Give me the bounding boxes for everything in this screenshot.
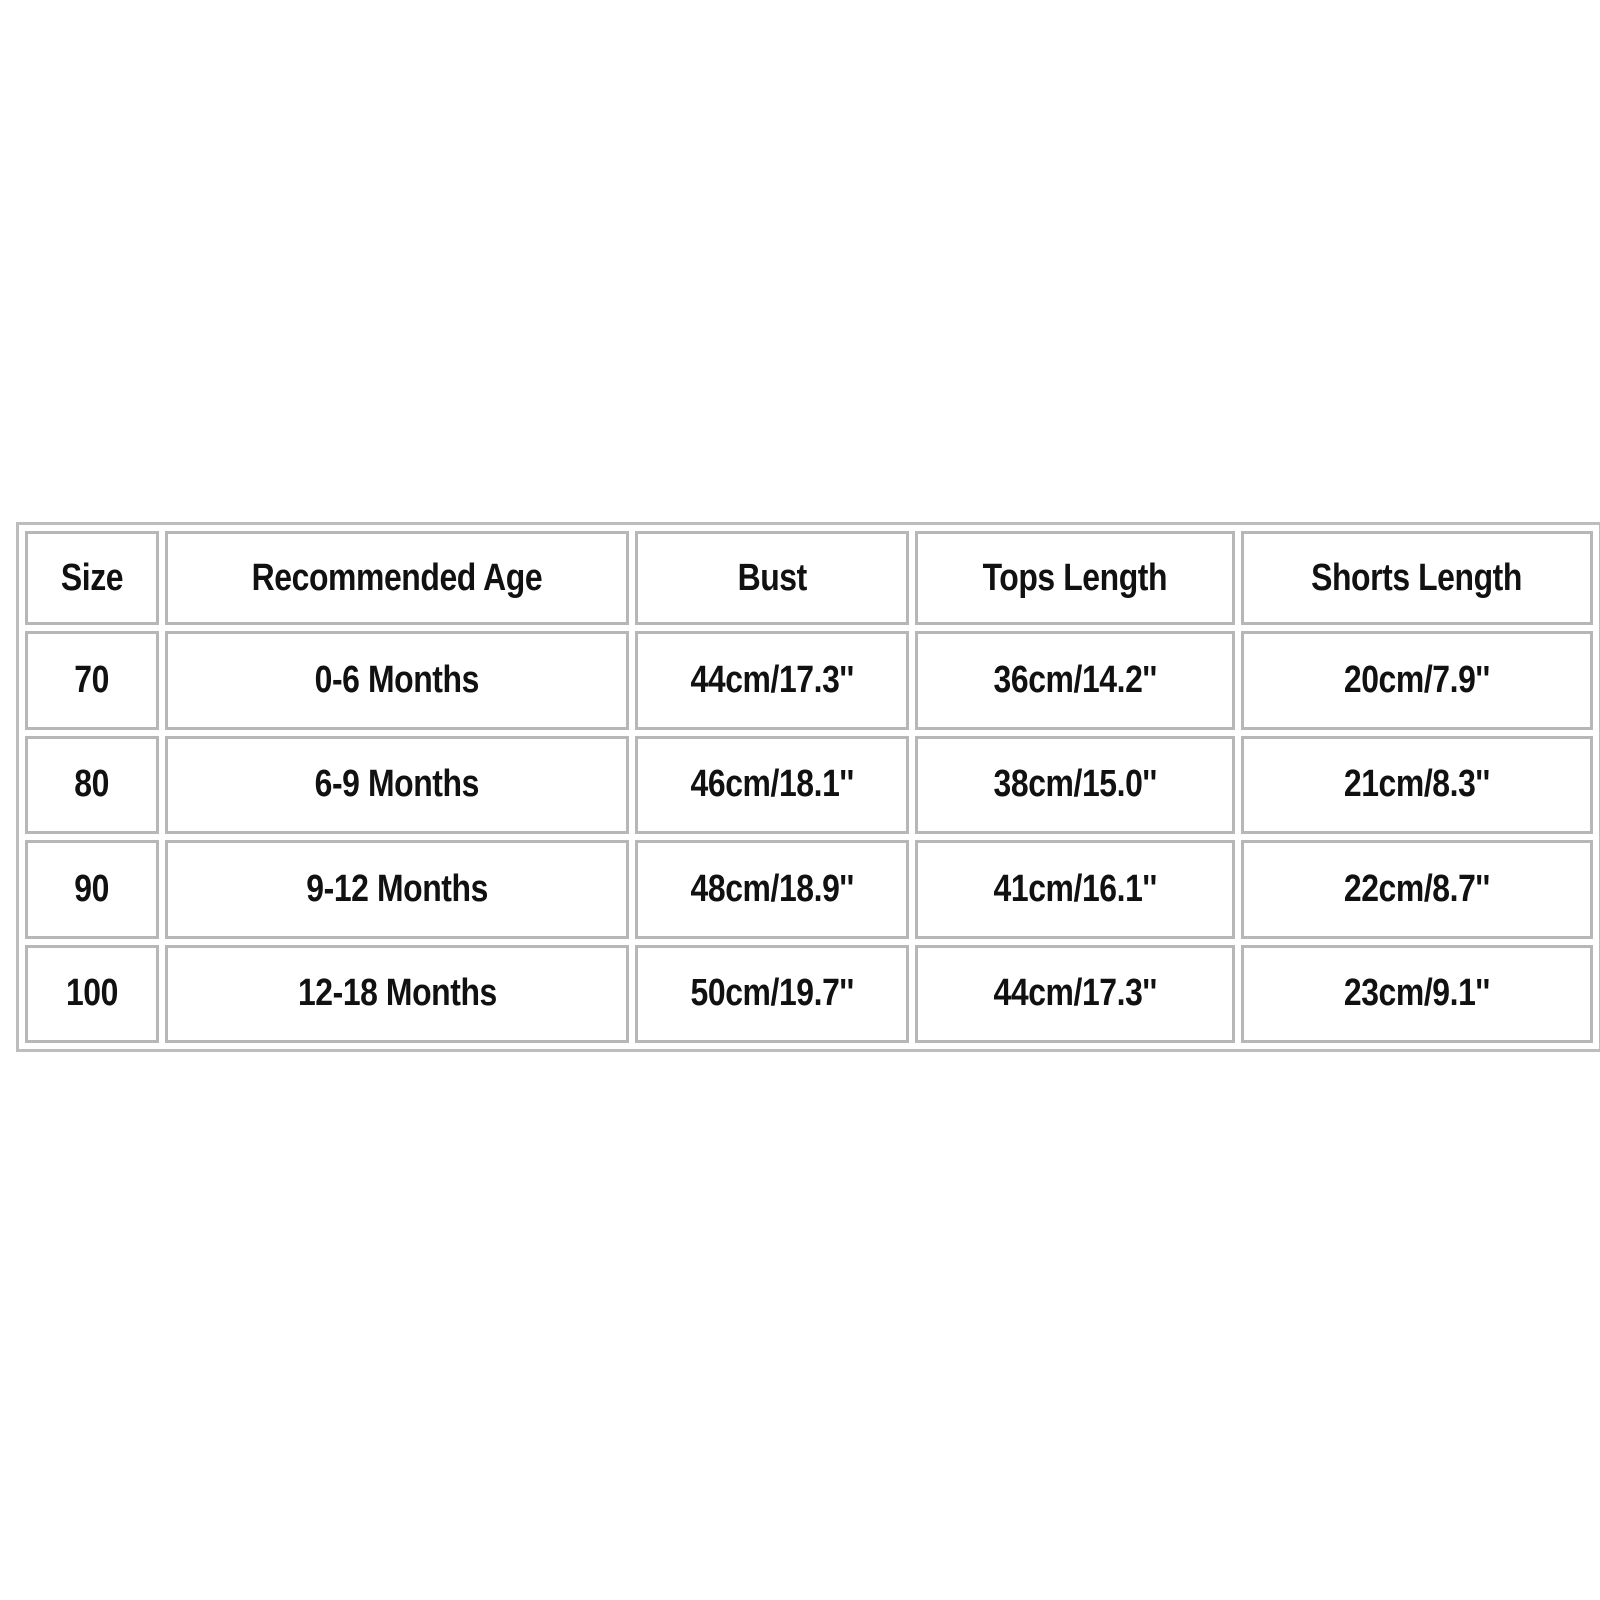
cell-tops-length: 36cm/14.2'' [915,631,1235,730]
header-size: Size [25,531,159,625]
cell-shorts-length: 20cm/7.9'' [1241,631,1593,730]
cell-recommended-age: 12-18 Months [165,945,629,1044]
header-recommended-age: Recommended Age [165,531,629,625]
cell-shorts-length: 22cm/8.7'' [1241,840,1593,939]
header-bust: Bust [635,531,909,625]
header-tops-length: Tops Length [915,531,1235,625]
header-shorts-length: Shorts Length [1241,531,1593,625]
table-row [25,631,1593,730]
size-chart-table [16,522,1600,1052]
cell-tops-length: 38cm/15.0'' [915,736,1235,835]
cell-bust: 46cm/18.1'' [635,736,909,835]
cell-bust: 50cm/19.7'' [635,945,909,1044]
cell-shorts-length: 21cm/8.3'' [1241,736,1593,835]
cell-tops-length: 44cm/17.3'' [915,945,1235,1044]
header-row [25,531,1593,625]
cell-size: 90 [25,840,159,939]
cell-recommended-age: 9-12 Months [165,840,629,939]
table-row [25,736,1593,835]
cell-bust: 44cm/17.3'' [635,631,909,730]
cell-recommended-age: 0-6 Months [165,631,629,730]
cell-size: 100 [25,945,159,1044]
cell-recommended-age: 6-9 Months [165,736,629,835]
cell-tops-length: 41cm/16.1'' [915,840,1235,939]
cell-size: 70 [25,631,159,730]
cell-size: 80 [25,736,159,835]
table-row [25,945,1593,1044]
cell-bust: 48cm/18.9'' [635,840,909,939]
cell-shorts-length: 23cm/9.1'' [1241,945,1593,1044]
table-row [25,840,1593,939]
